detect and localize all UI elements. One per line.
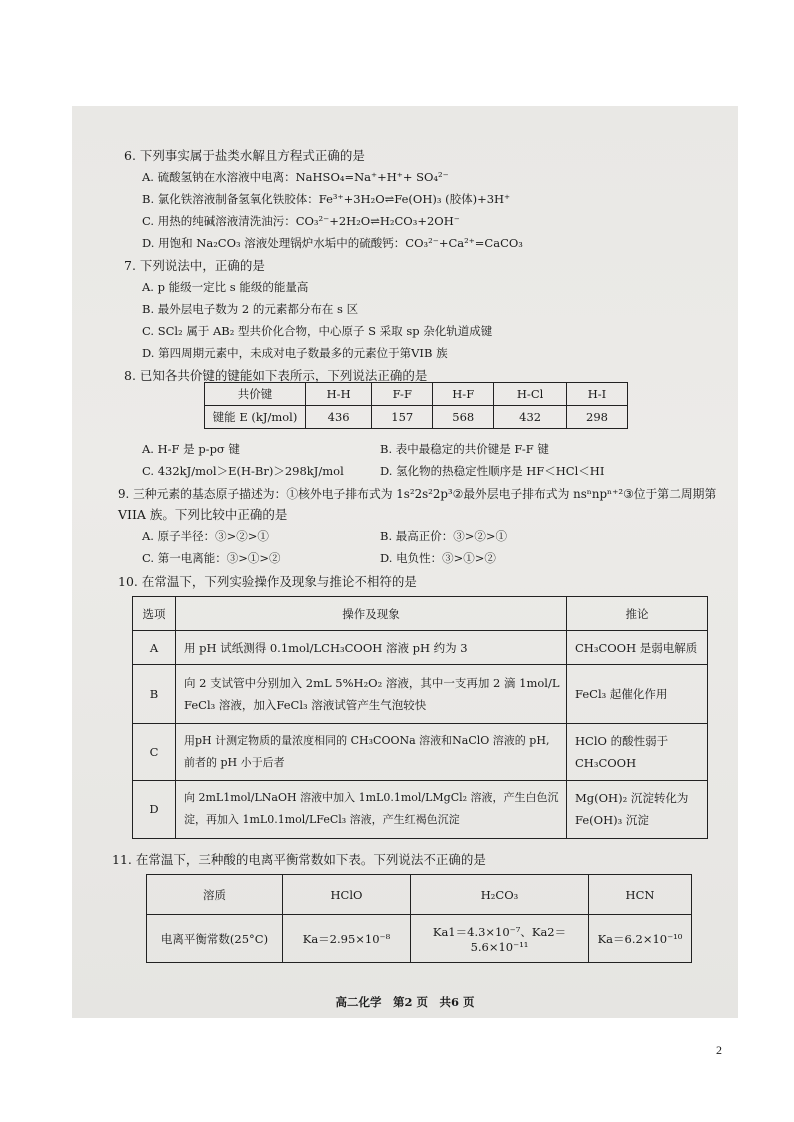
q8-option-b: B. 表中最稳定的共价键是 F-F 键 [380, 442, 549, 456]
inference-cell: FeCl₃ 起催化作用 [567, 665, 708, 723]
table-row [133, 665, 708, 723]
q10-experiment-table [132, 596, 708, 839]
q8-stem: 8. 已知各共价键的键能如下表所示，下列说法正确的是 [124, 368, 428, 383]
q6-option-a: A. 硫酸氢钠在水溶液中电离：NaHSO₄=Na⁺+H⁺+ SO₄²⁻ [142, 170, 449, 184]
inference-cell: Mg(OH)₂ 沉淀转化为 Fe(OH)₃ 沉淀 [567, 780, 708, 838]
table-cell: Ka＝2.95×10⁻⁸ [283, 915, 411, 963]
inference-cell: CH₃COOH 是弱电解质 [567, 631, 708, 665]
table-row [133, 780, 708, 838]
q8-option-a: A. H-F 是 p-pσ 键 [142, 442, 240, 456]
table-header: HClO [283, 875, 411, 915]
table-cell: Ka1＝4.3×10⁻⁷、Ka2＝5.6×10⁻¹¹ [411, 915, 589, 963]
table-header: H-Cl [494, 383, 567, 406]
q6-option-c: C. 用热的纯碱溶液清洗油污：CO₃²⁻+2H₂O⇌H₂CO₃+2OH⁻ [142, 214, 460, 228]
q6-option-d: D. 用饱和 Na₂CO₃ 溶液处理锅炉水垢中的硫酸钙：CO₃²⁻+Ca²⁺=CaCO₃ [142, 236, 523, 250]
page-number: 2 [716, 1043, 722, 1057]
table-cell: 568 [433, 406, 494, 429]
q9-stem-line2: VIIA 族。下列比较中正确的是 [118, 507, 288, 522]
table-header: 推论 [567, 597, 708, 631]
q8-option-c: C. 432kJ/mol＞E(H-Br)＞298kJ/mol [142, 464, 344, 478]
q10-stem: 10. 在常温下，下列实验操作及现象与推论不相符的是 [118, 574, 417, 589]
table-header: 选项 [133, 597, 176, 631]
table-header: F-F [372, 383, 433, 406]
table-header: H₂CO₃ [411, 875, 589, 915]
q11-ionization-constant-table [146, 874, 692, 963]
operation-cell: 用 pH 试纸测得 0.1mol/LCH₃COOH 溶液 pH 约为 3 [176, 631, 567, 665]
page-footer: 高二化学 第2 页 共6 页 [335, 995, 475, 1009]
table-cell: 436 [306, 406, 372, 429]
table-cell: 298 [567, 406, 628, 429]
table-row [133, 631, 708, 665]
q6-option-b: B. 氯化铁溶液制备氢氧化铁胶体：Fe³⁺+3H₂O⇌Fe(OH)₃ (胶体)+3H⁺ [142, 192, 511, 206]
table-cell: Ka＝6.2×10⁻¹⁰ [589, 915, 692, 963]
table-header: H-H [306, 383, 372, 406]
table-header: 溶质 [147, 875, 283, 915]
operation-cell: 向 2mL1mol/LNaOH 溶液中加入 1mL0.1mol/LMgCl₂ 溶液，产生白色沉 淀，再加入 1mL0.1mol/LFeCl₃ 溶液，产生红褐色沉淀 [176, 780, 567, 838]
table-row-label: 键能 E (kJ/mol) [205, 406, 306, 429]
q7-stem: 7. 下列说法中，正确的是 [124, 258, 265, 273]
table-row [133, 723, 708, 780]
q8-option-d: D. 氢化物的热稳定性顺序是 HF＜HCl＜HI [380, 464, 605, 478]
option-cell: B [133, 665, 176, 723]
option-cell: D [133, 780, 176, 838]
operation-cell: 用pH 计测定物质的量浓度相同的 CH₃COONa 溶液和NaClO 溶液的 pH, 前者的 pH 小于后者 [176, 723, 567, 780]
operation-cell: 向 2 支试管中分别加入 2mL 5%H₂O₂ 溶液，其中一支再加 2 滴 1mol/L FeCl₃ 溶液，加入FeCl₃ 溶液试管产生气泡较快 [176, 665, 567, 723]
q7-option-d: D. 第四周期元素中，未成对电子数最多的元素位于第VIB 族 [142, 346, 448, 360]
table-header: 共价键 [205, 383, 306, 406]
table-header: HCN [589, 875, 692, 915]
q9-option-a: A. 原子半径：③>②>① [142, 529, 269, 543]
q7-option-b: B. 最外层电子数为 2 的元素都分布在 s 区 [142, 302, 359, 316]
table-header: H-F [433, 383, 494, 406]
scanned-page-photo [72, 106, 738, 1018]
table-header: H-I [567, 383, 628, 406]
q8-bond-energy-table [204, 382, 628, 429]
q9-stem-line1: 9. 三种元素的基态原子描述为：①核外电子排布式为 1s²2s²2p³②最外层电子排布式为 nsⁿnpⁿ⁺²③位于第二周期第 [118, 487, 717, 501]
q9-option-d: D. 电负性：③>①>② [380, 551, 496, 565]
inference-cell: HClO 的酸性弱于 CH₃COOH [567, 723, 708, 780]
q7-option-a: A. p 能级一定比 s 能级的能量高 [142, 280, 309, 294]
table-cell: 157 [372, 406, 433, 429]
q11-stem: 11. 在常温下，三种酸的电离平衡常数如下表。下列说法不正确的是 [112, 852, 486, 867]
table-row-label: 电离平衡常数(25°C) [147, 915, 283, 963]
q9-option-b: B. 最高正价：③>②>① [380, 529, 508, 543]
option-cell: A [133, 631, 176, 665]
q9-option-c: C. 第一电离能：③>①>② [142, 551, 281, 565]
table-cell: 432 [494, 406, 567, 429]
table-header: 操作及现象 [176, 597, 567, 631]
q6-stem: 6. 下列事实属于盐类水解且方程式正确的是 [124, 148, 365, 163]
q7-option-c: C. SCl₂ 属于 AB₂ 型共价化合物，中心原子 S 采取 sp 杂化轨道成键 [142, 324, 493, 338]
option-cell: C [133, 723, 176, 780]
